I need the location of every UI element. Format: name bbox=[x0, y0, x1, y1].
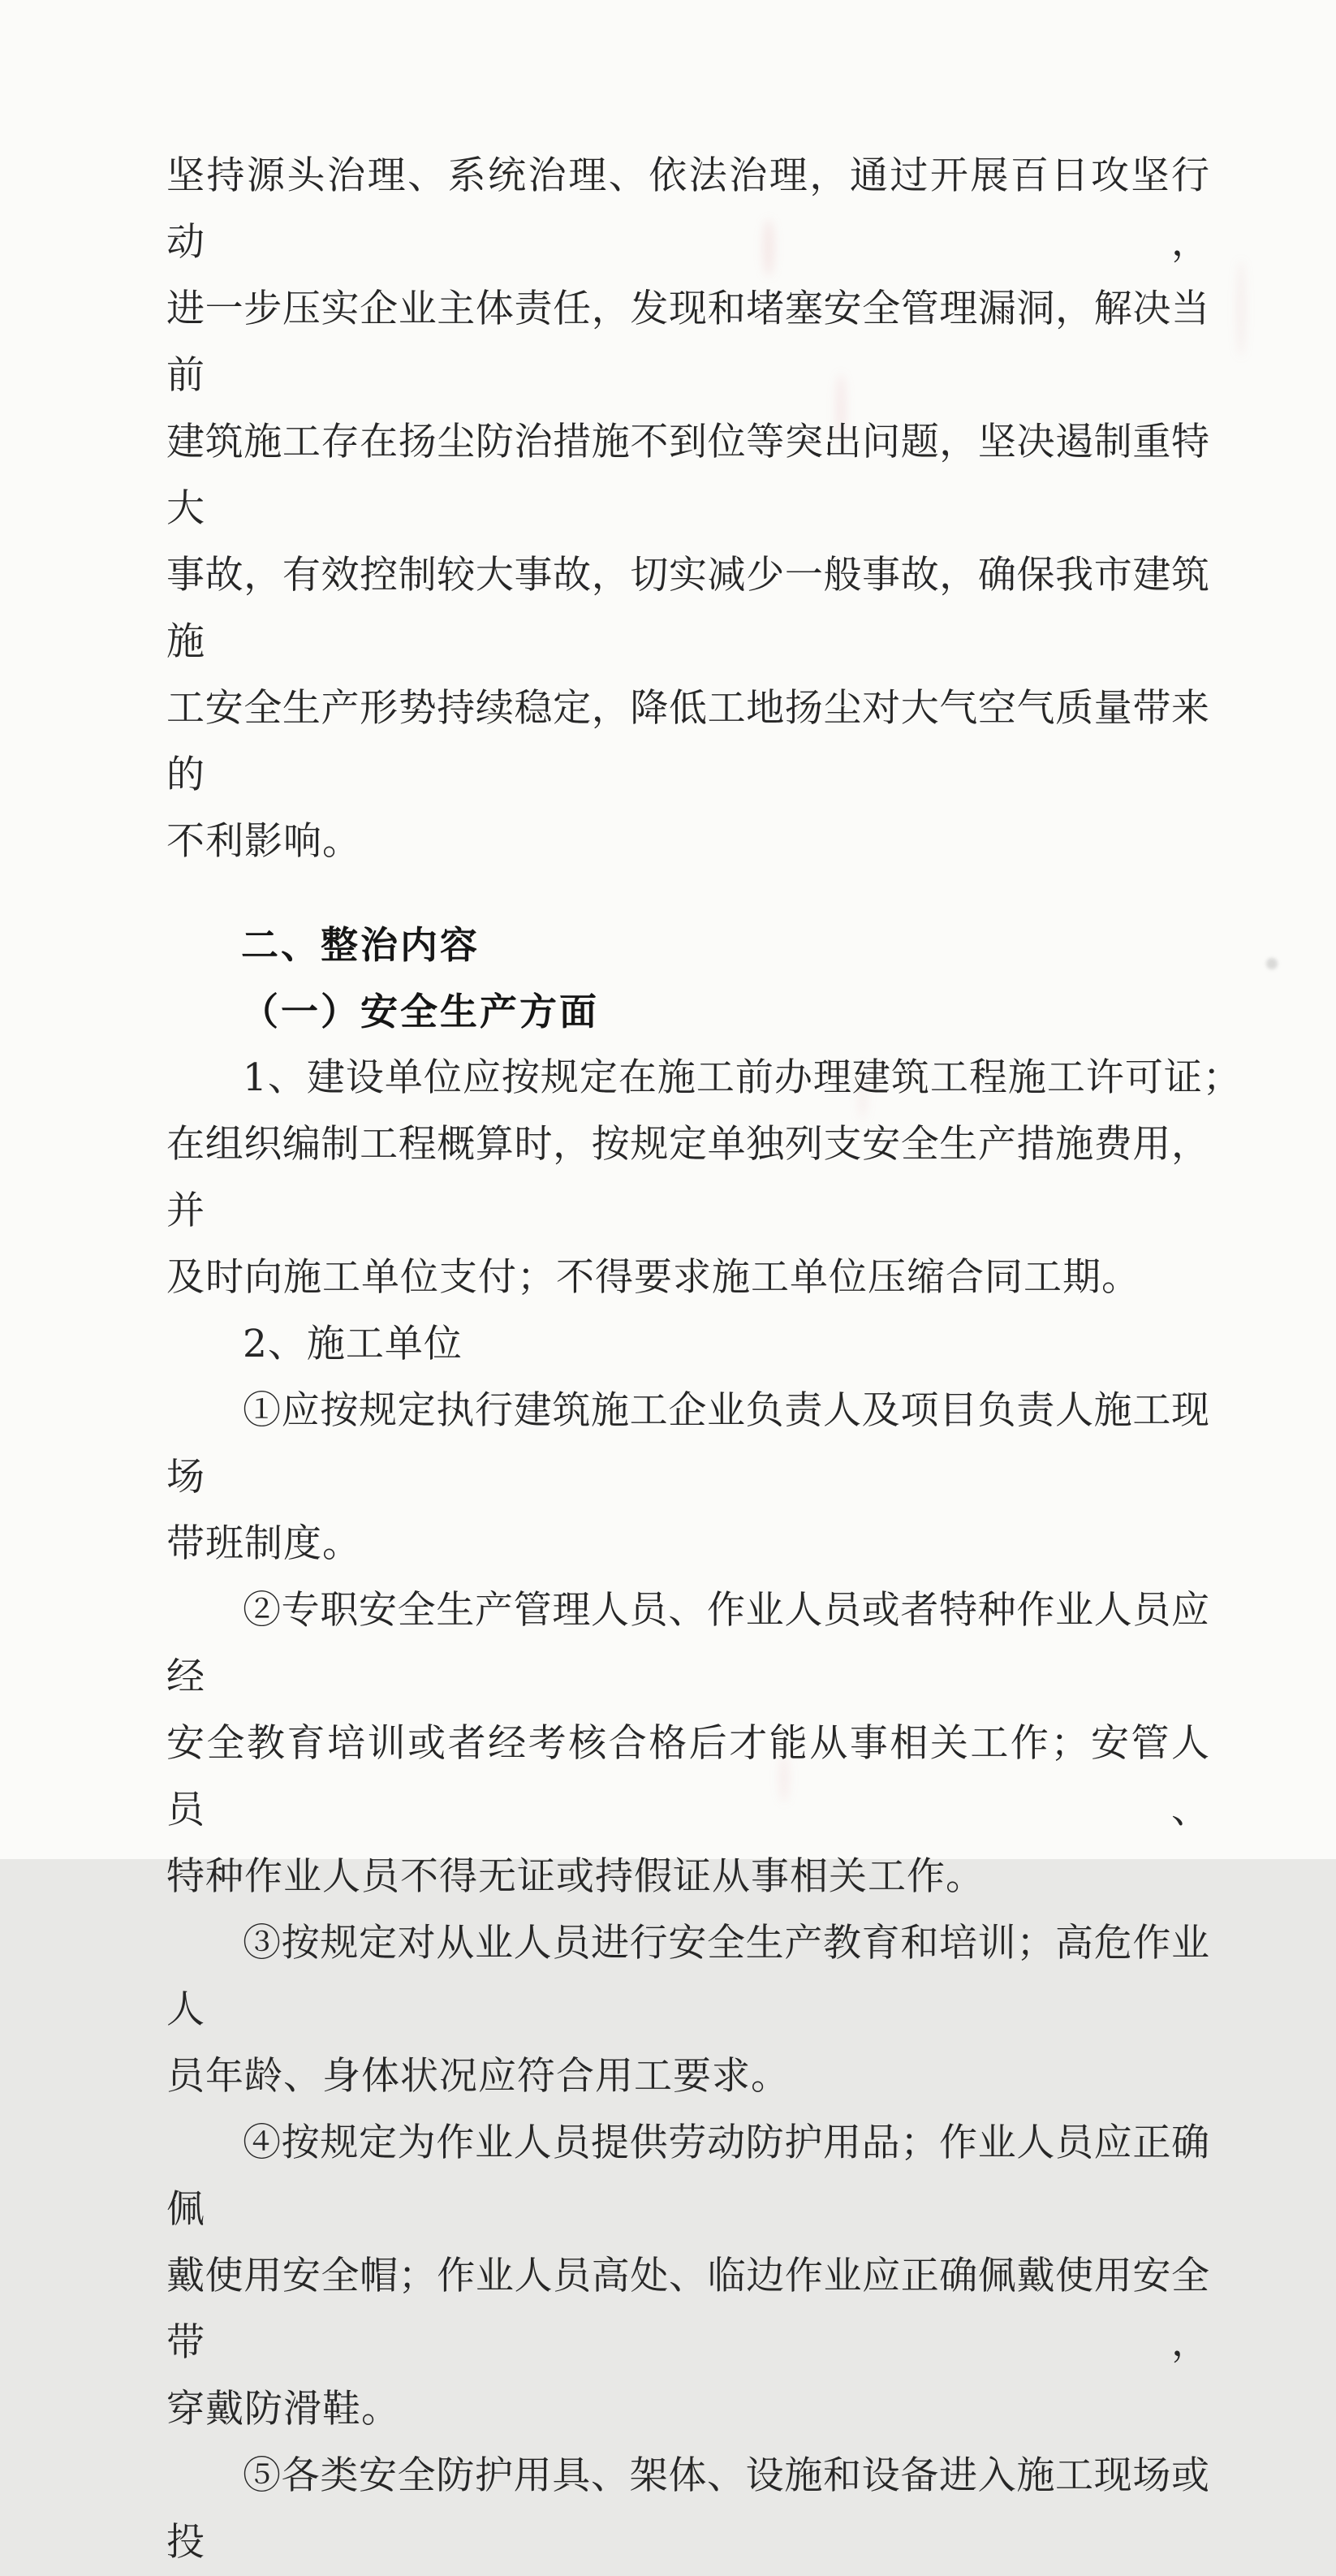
scan-artifact bbox=[1266, 958, 1278, 969]
text-line: 进一步压实企业主体责任，发现和堵塞安全管理漏洞，解决当前 bbox=[166, 287, 1209, 398]
text-line: ②专职安全生产管理人员、作业人员或者特种作业人员应经 bbox=[166, 1588, 1209, 1699]
text-line: ③按规定对从业人员进行安全生产教育和培训；高危作业人 bbox=[166, 1921, 1209, 2032]
text-line: 坚持源头治理、系统治理、依法治理，通过开展百日攻坚行动， bbox=[166, 153, 1209, 265]
section-heading: （一）安全生产方面 bbox=[241, 990, 599, 1033]
text-line: 特种作业人员不得无证或持假证从事相关工作。 bbox=[166, 1854, 985, 1899]
text-line: 在组织编制工程概算时，按规定单独列支安全生产措施费用，并 bbox=[166, 1122, 1209, 1233]
scan-artifact bbox=[1237, 260, 1245, 357]
text-line: ①应按规定执行建筑施工企业负责人及项目负责人施工现场 bbox=[166, 1388, 1209, 1499]
document-text-block bbox=[166, 143, 1242, 2576]
text-line: 1、建设单位应按规定在施工前办理建筑工程施工许可证； bbox=[243, 1055, 1242, 1100]
text-line: 穿戴防滑鞋。 bbox=[166, 2387, 400, 2431]
text-line: 带班制度。 bbox=[166, 1521, 361, 1566]
text-line: 不利影响。 bbox=[166, 819, 361, 864]
text-line: ⑤各类安全防护用具、架体、设施和设备进入施工现场或投 bbox=[166, 2453, 1209, 2565]
text-line: 事故，有效控制较大事故，切实减少一般事故，确保我市建筑施 bbox=[166, 553, 1209, 664]
text-line: 2、施工单位 bbox=[243, 1322, 463, 1366]
text-line: 建筑施工存在扬尘防治措施不到位等突出问题，坚决遏制重特大 bbox=[166, 420, 1209, 531]
text-line: 工安全生产形势持续稳定，降低工地扬尘对大气空气质量带来的 bbox=[166, 686, 1209, 797]
text-line: 员年龄、身体状况应符合用工要求。 bbox=[166, 2054, 790, 2099]
text-line: ④按规定为作业人员提供劳动防护用品；作业人员应正确佩 bbox=[166, 2121, 1209, 2232]
text-line: 及时向施工单位支付；不得要求施工单位压缩合同工期。 bbox=[166, 1255, 1140, 1300]
section-heading: 二、整治内容 bbox=[241, 923, 480, 967]
text-line: 安全教育培训或者经考核合格后才能从事相关工作；安管人员、 bbox=[166, 1721, 1209, 1832]
text-line: 戴使用安全帽；作业人员高处、临边作业应正确佩戴使用安全带， bbox=[166, 2254, 1209, 2365]
